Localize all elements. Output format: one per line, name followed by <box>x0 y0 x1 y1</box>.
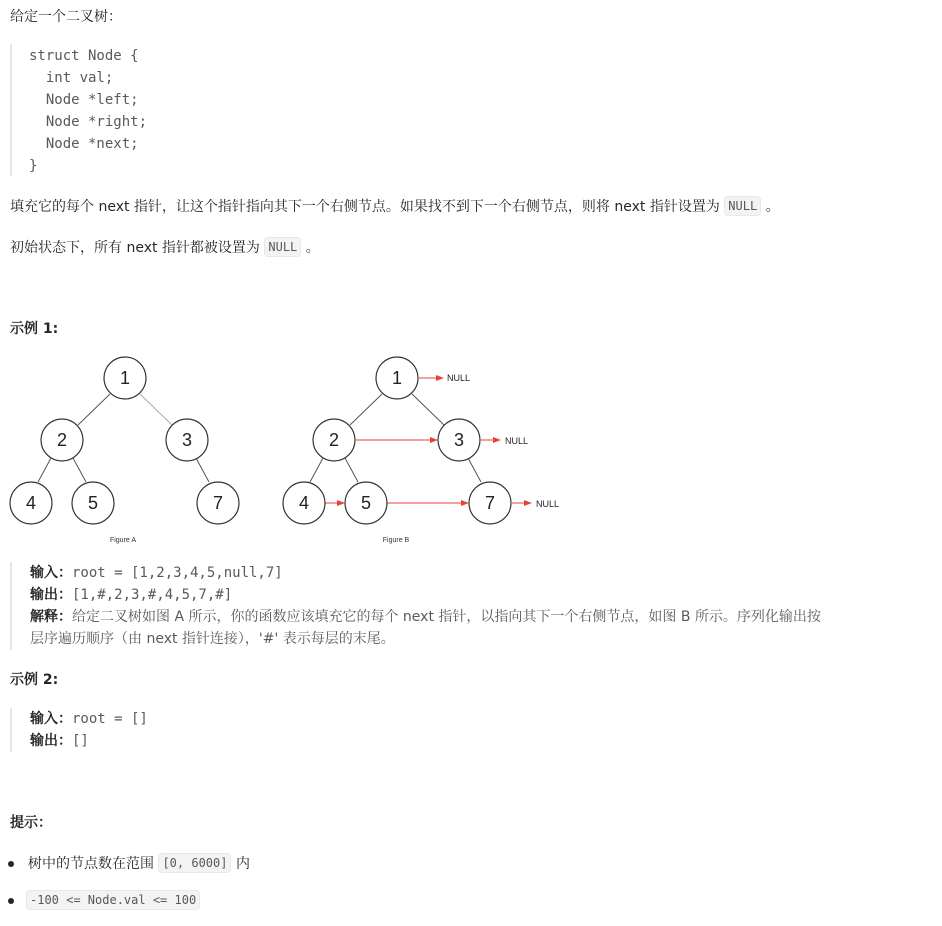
code-line: struct Node { <box>29 48 139 64</box>
example-input <box>30 562 821 584</box>
node-label: 7 <box>212 493 224 513</box>
bullet-icon <box>8 898 14 904</box>
node-label: 1 <box>119 368 131 388</box>
node-label: 3 <box>181 430 193 450</box>
example-input <box>30 708 148 730</box>
example-output <box>30 584 821 606</box>
paragraph-text: 初始状态下，所有 next 指针都被设置为 <box>10 240 260 256</box>
hint-item <box>28 853 250 875</box>
example-1-block <box>10 562 821 650</box>
node-label: 5 <box>360 493 372 513</box>
null-label: NULL <box>505 436 529 446</box>
node-label: 2 <box>328 430 340 450</box>
code-line: int val; <box>29 70 114 86</box>
node-label: 2 <box>56 430 68 450</box>
paragraph-initial-state <box>10 237 320 259</box>
tree-figure <box>0 350 600 550</box>
explain-label: 解释： <box>30 609 72 625</box>
null-label: NULL <box>447 373 471 383</box>
paragraph-next-pointer <box>10 196 780 218</box>
output-label: 输出： <box>30 587 72 603</box>
inline-code-null: NULL <box>264 237 301 257</box>
node-label: 5 <box>87 493 99 513</box>
node-label: 4 <box>25 493 37 513</box>
figure-a-caption: Figure A <box>109 537 137 544</box>
paragraph-text: 填充它的每个 next 指针，让这个指针指向其下一个右侧节点。如果找不到下一个右侧节点，则将 next 指针设置为 <box>10 199 720 215</box>
inline-code: -100 <= Node.val <= 100 <box>26 890 200 910</box>
output-value: [1,#,2,3,#,4,5,7,#] <box>72 587 233 603</box>
input-value: root = [1,2,3,4,5,null,7] <box>72 565 283 581</box>
inline-code: [0, 6000] <box>158 853 231 873</box>
code-line: Node *right; <box>29 114 148 130</box>
code-line: Node *next; <box>29 136 139 152</box>
intro-text: 给定一个二叉树： <box>10 9 122 25</box>
example-explanation <box>30 606 821 628</box>
paragraph-end: 。 <box>305 240 320 256</box>
input-label: 输入： <box>30 711 72 727</box>
example-2-block <box>10 708 148 752</box>
example-output <box>30 730 148 752</box>
null-label: NULL <box>536 499 560 509</box>
hints-heading: 提示： <box>10 815 52 831</box>
node-label: 3 <box>453 430 465 450</box>
output-value: [] <box>72 733 89 749</box>
explain-line-1: 给定二叉树如图 A 所示，你的函数应该填充它的每个 next 指针，以指向其下一个右侧节点，如图 B 所示。序列化输出按 <box>72 609 821 625</box>
output-label: 输出： <box>30 733 72 749</box>
node-label: 7 <box>484 493 496 513</box>
input-value: root = [] <box>72 711 148 727</box>
paragraph-end: 。 <box>765 199 780 215</box>
example-1-heading: 示例 1: <box>10 321 59 337</box>
bullet-icon <box>8 861 14 867</box>
example-2-heading: 示例 2: <box>10 672 59 688</box>
hint-end: 内 <box>235 856 250 872</box>
code-line: } <box>29 158 38 174</box>
input-label: 输入： <box>30 565 72 581</box>
hint-item <box>26 890 200 912</box>
code-line: Node *left; <box>29 92 139 108</box>
code-block <box>10 44 412 176</box>
figure-b-caption: Figure B <box>382 537 410 544</box>
inline-code-null: NULL <box>724 196 761 216</box>
node-label: 1 <box>391 368 403 388</box>
hint-text: 树中的节点数在范围 <box>28 856 154 872</box>
node-label: 4 <box>298 493 310 513</box>
explain-line-2: 层序遍历顺序（由 next 指针连接），'#' 表示每层的末尾。 <box>30 631 395 647</box>
